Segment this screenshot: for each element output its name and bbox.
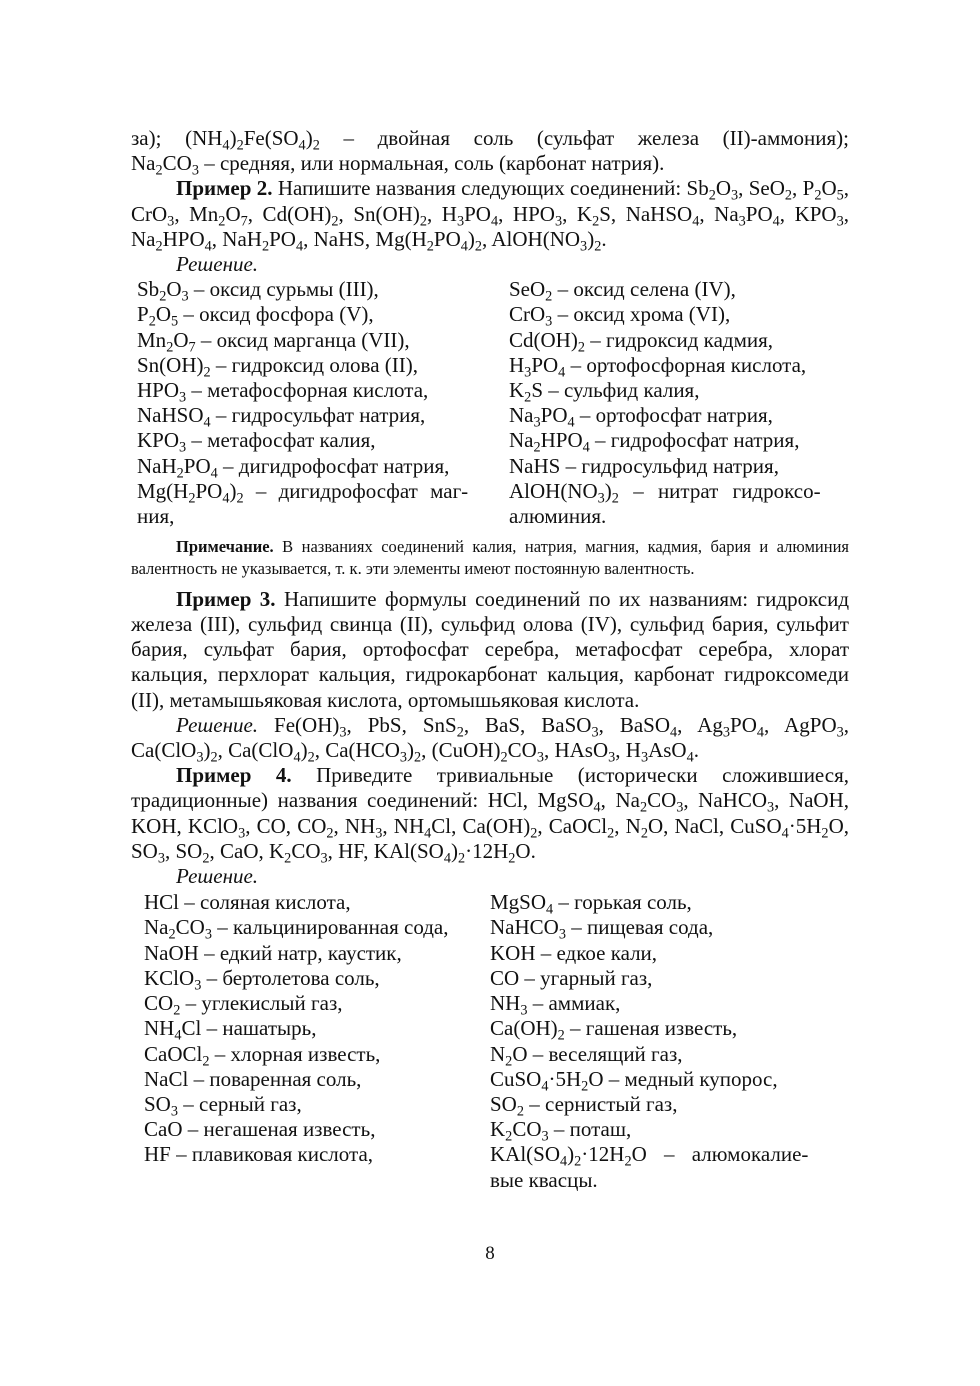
example-4-left-item: CaO – негашеная известь, <box>144 1117 376 1142</box>
example-2-left-item: $Sb_2O_3$ – оксид сурьмы (III), <box>137 277 379 305</box>
example-4-right-item: $N_2O$ – веселящий газ, <box>490 1041 683 1070</box>
example-2-left-column <box>137 277 509 529</box>
intro-line-2: $Na_2CO_3$ – средняя, или нормальная, соль (карбонат натрия). <box>131 151 665 179</box>
example-2-right-item: алюминия. <box>509 504 607 529</box>
note-paragraph <box>131 536 849 579</box>
example-4-left-item: CaOCl$_2$ – хлорная известь, <box>144 1041 381 1070</box>
example-4-left-item: HF – плавиковая кислота, <box>144 1142 374 1167</box>
example-3-text: Напишите формулы соединений по их названиям: гидроксид железа (III), сульфид свинца (II), сульфид олова (IV), сульфид бария, сульфит бария, сульфат бария, ортофосфат серебра, метафосфат серебра, хлорат кальция, перхлорат кальция, гидрокарбонат кальция, карбонат гидроксомеди (II), метамышьяковая кислота, ортомышьяковая кислота. <box>131 586 849 712</box>
example-2-left-item: $NaH_2PO_4$ – дигидрофосфат натрия, <box>137 453 450 482</box>
example-4-solution-table <box>144 890 849 1192</box>
example-2-text: Напишите названия следующих соединений: $Sb_2O_3$, SeO$_2$, $P_2O_5$, CrO$_3$, $Mn_2O_7$, $Cd(OH)_2$, $Sn(OH)_2$, $H_3PO_4$, $HPO_3$, $K_2S$, NaHSO$_4$, $Na_3PO_4$, $KPO_3$, $Na_2HPO_4$, $NaH_2PO_4$, NaHS, $Mg(H_2PO_4)_2$, $AlOH(NO_3)_2$. <box>131 176 850 255</box>
intro-paragraph <box>131 126 849 179</box>
intro-line-1: за); $(NH_4)_2Fe(SO_4)_2$ – двойная соль (сульфат железа (II)-аммония); <box>131 126 849 154</box>
example-2-right-item: $Na_2HPO_4$ – гидрофосфат натрия, <box>509 428 800 456</box>
example-2-solution-label: Решение. <box>176 252 259 277</box>
example-4-right-item: CO – угарный газ, <box>490 965 653 990</box>
example-4-right-item: $KAl(SO_4)_2\cdot 12H_2O$ – алюмокалие- <box>490 1142 809 1170</box>
note-label: Примечание. <box>176 537 274 557</box>
example-4-right-item: MgSO$_4$ – горькая соль, <box>490 890 692 918</box>
example-2-left-item: $P_2O_5$ – оксид фосфора (V), <box>137 302 374 330</box>
example-4-right-item: NaHCO$_3$ – пищевая сода, <box>490 915 714 944</box>
example-2-right-column <box>509 277 839 529</box>
example-4-right-item: $Ca(OH)_2$ – гашеная известь, <box>490 1016 738 1044</box>
example-2-right-item: NaHS – гидросульфид натрия, <box>509 453 779 478</box>
example-3-label: Пример 3. <box>176 586 276 611</box>
example-3-task <box>131 587 849 713</box>
example-2-right-item: $K_2S$ – сульфид калия, <box>509 378 700 406</box>
page-body <box>131 126 849 1193</box>
example-4-right-item: $SO_2$ – сернистый газ, <box>490 1091 678 1120</box>
note-text: В названиях соединений калия, натрия, магния, кадмия, бария и алюминия валентность не указывается, т. к. эти элементы имеют постоянную валентность. <box>131 537 850 578</box>
example-4-left-item: HCl – соляная кислота, <box>144 890 351 915</box>
example-4-right-item: $K_2CO_3$ – поташ, <box>490 1117 632 1145</box>
example-2-solution-table <box>137 277 849 529</box>
example-2-right-item: CrO$_3$ – оксид хрома (VI), <box>509 302 731 330</box>
page-number: 8 <box>485 1243 495 1264</box>
example-3-solution-label: Решение. <box>176 712 259 737</box>
example-4-left-item: NaOH – едкий натр, каустик, <box>144 940 402 965</box>
example-4-right-item: KOH – едкое кали, <box>490 940 658 965</box>
example-4-label: Пример 4. <box>176 763 292 788</box>
example-4-left-item: $NH_4Cl$ – нашатырь, <box>144 1016 317 1044</box>
example-4-task <box>131 763 850 867</box>
example-4-right-column <box>490 890 840 1192</box>
example-2-left-item: ния, <box>137 504 175 529</box>
example-3-solution <box>131 712 849 766</box>
example-2-right-item: $Na_3PO_4$ – ортофосфат натрия, <box>509 403 773 431</box>
example-4-right-item: $NH_3$ – аммиак, <box>490 991 621 1019</box>
example-2-right-item: $Cd(OH)_2$ – гидроксид кадмия, <box>509 327 774 356</box>
example-4-text: Приведите тривиальные (исторически сложившиеся, традиционные) названия соединений: HCl, MgSO$_4$, $Na_2CO_3$, NaHCO$_3$, NaOH, KOH, KClO$_3$, CO, $CO_2$, $NH_3$, $NH_4Cl$, $Ca(OH)_2$, CaOCl$_2$, $N_2O$, NaCl, $CuSO_4\cdot 5H_2O$, $SO_3$, $SO_2$, CaO, $K_2CO_3$, HF, $KAl(SO_4)_2\cdot 12H_2O$. <box>131 763 850 867</box>
example-2-left-item: $Mn_2O_7$ – оксид марганца (VII), <box>137 327 410 356</box>
example-2-left-item: $HPO_3$ – метафосфорная кислота, <box>137 378 429 406</box>
example-4-left-item: NaCl – поваренная соль, <box>144 1066 362 1091</box>
example-4-left-item: $CO_2$ – углекислый газ, <box>144 991 343 1019</box>
example-2-right-item: SeO$_2$ – оксид селена (IV), <box>509 277 736 305</box>
example-2-right-item: $AlOH(NO_3)_2$ – нитрат гидроксо- <box>509 478 821 507</box>
example-4-left-item: $Na_2CO_3$ – кальцинированная сода, <box>144 915 449 944</box>
example-4-solution-label: Решение. <box>176 864 259 889</box>
example-4-left-column <box>144 890 490 1192</box>
example-2-right-item: $H_3PO_4$ – ортофосфорная кислота, <box>509 352 807 381</box>
example-2-left-item: $Sn(OH)_2$ – гидроксид олова (II), <box>137 352 418 381</box>
example-4-left-item: $SO_3$ – серный газ, <box>144 1091 302 1120</box>
example-2-task <box>131 176 850 255</box>
example-4-left-item: KClO$_3$ – бертолетова соль, <box>144 965 380 994</box>
example-2-label: Пример 2. <box>176 176 273 201</box>
example-2-left-item: NaHSO$_4$ – гидросульфат натрия, <box>137 403 426 431</box>
example-2-left-item: $KPO_3$ – метафосфат калия, <box>137 428 376 456</box>
example-3-solution-text: $Fe(OH)_3$, PbS, SnS$_2$, BaS, BaSO$_3$, BaSO$_4$, $Ag_3PO_4$, AgPO$_3$, $Ca(ClO_3)_2$, $Ca(ClO_4)_2$, $Ca(HCO_3)_2$, $(CuOH)_2CO_3$, HAsO$_3$, $H_3AsO_4$. <box>131 712 849 766</box>
example-2-left-item: $Mg(H_2PO_4)_2$ – дигидрофосфат маг- <box>137 478 469 507</box>
example-4-right-item: $CuSO_4\cdot 5H_2O$ – медный купорос, <box>490 1066 778 1095</box>
example-4-right-item: вые квасцы. <box>490 1167 598 1192</box>
